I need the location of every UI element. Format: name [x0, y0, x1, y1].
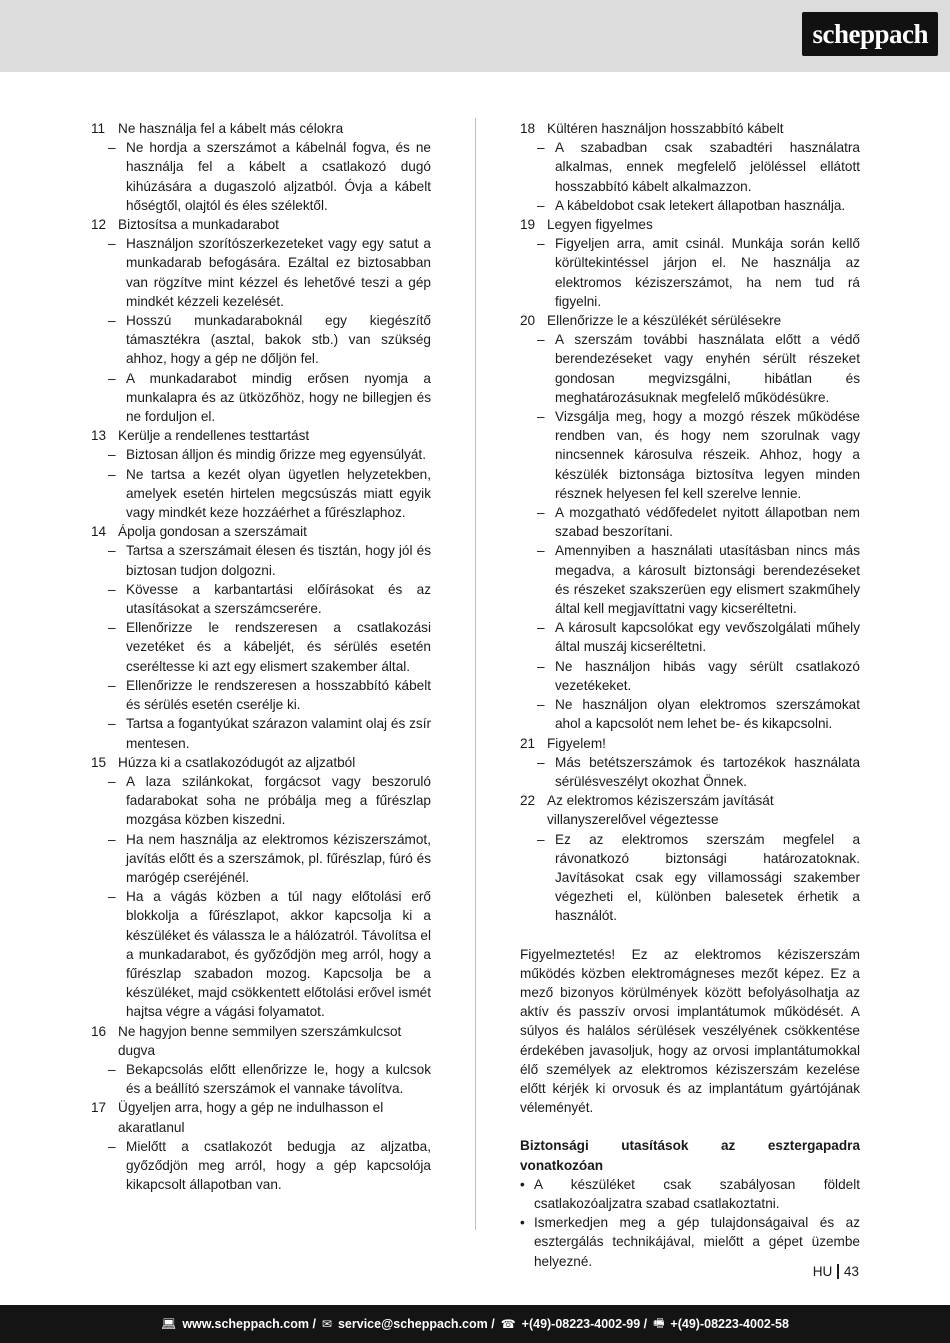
instruction-text: A laza szilánkokat, forgácsot vagy beszoruló fadarabokat soha ne próbálja meg a fűrészlap mozgása közben kiszedni.	[126, 773, 431, 828]
instruction-text: Figyeljen arra, amit csinál. Munkája során kellő körültekintéssel járjon el. Ne használja az elektromos kéziszerszámot, ha nem tud rá figyelni.	[555, 236, 860, 309]
right-column	[520, 119, 860, 1271]
instruction-text: Ha nem használja az elektromos kéziszerszámot, javítás előtt és a szerszámok, pl. fűrészlap, fúró és marógép cseréjénél.	[126, 831, 431, 885]
instruction-text: Tartsa a szerszámait élesen és tisztán, hogy jól és biztosan tudjon dolgozni.	[126, 543, 431, 578]
warning-paragraph: Figyelmeztetés! Ez az elektromos kéziszerszám működés közben elektromágneses mezőt képez. Ez a mező bizonyos körülmények között befolyásolhatja az aktív és passzív orvosi implantátumok működését. A súlyos és halálos sérülések veszélyének csökkentése érdekében javasoljuk, hogy az orvosi implantátumokkal élő személyek az elektromos kéziszerszám kezelése előtt kérjék ki orvosuk és az implantátum gyártójának véleményét.	[520, 946, 860, 1116]
section-title: Kerülje a rendellenes testtartást	[118, 428, 310, 444]
section-title: Ne hagyjon benne semmilyen szerszámkulcsot dugva	[118, 1023, 402, 1058]
dash-marker: –	[108, 140, 116, 156]
laptop-icon: 💻︎	[161, 1317, 177, 1331]
section-title-row	[91, 119, 431, 138]
dash-marker: –	[108, 581, 116, 597]
dash-marker: –	[537, 697, 545, 713]
footer-email[interactable]: service@scheppach.com /	[337, 1317, 495, 1331]
bullet-text: A készüléket csak szabályosan földelt csatlakozóaljzatra szabad csatlakoztatni.	[534, 1176, 860, 1211]
left-column	[91, 119, 431, 1194]
instruction-text: Tartsa a fogantyúkat szárazon valamint olaj és zsír mentesen.	[126, 716, 431, 751]
bullet-item	[520, 1213, 860, 1271]
section-title: Húzza ki a csatlakozódugót az aljzatból	[118, 754, 356, 770]
instruction-item	[91, 465, 431, 523]
dash-marker: –	[537, 754, 545, 770]
dash-marker: –	[537, 831, 545, 847]
dash-marker: –	[108, 236, 116, 252]
dash-marker: –	[108, 543, 116, 559]
section-title: Kültéren használjon hosszabbító kábelt	[547, 121, 784, 136]
instruction-item	[91, 676, 431, 714]
section-title-row	[91, 1098, 431, 1136]
instruction-item	[91, 618, 431, 676]
instruction-item	[91, 541, 431, 579]
section-title: Ne használja fel a kábelt más célokra	[118, 121, 344, 136]
mail-icon: ✉︎	[321, 1317, 332, 1331]
section-number: 19	[520, 217, 536, 233]
section-number: 13	[91, 428, 107, 444]
section-title-row	[520, 734, 860, 753]
section-number: 20	[520, 313, 536, 329]
page-number	[813, 1264, 859, 1279]
instruction-text: Használjon szorítószerkezeteket vagy egy satut a munkadarab befogására. Ezáltal ez biztosabban van rögzítve mint kézzel és lehetővé teszi a gép mindkét kézzeli kezelését.	[126, 236, 431, 309]
dash-marker: –	[537, 236, 545, 252]
instruction-item	[520, 196, 860, 215]
instruction-item	[91, 311, 431, 369]
dash-marker: –	[108, 773, 116, 789]
dash-marker: –	[108, 889, 116, 905]
instruction-text: Ellenőrizze le rendszeresen a hosszabbító kábelt és sérülés esetén cserélje ki.	[126, 677, 431, 713]
instruction-item	[520, 618, 860, 656]
dash-marker: –	[108, 466, 116, 482]
instruction-item	[91, 772, 431, 830]
instruction-text: Ne tartsa a kezét olyan ügyetlen helyzetekben, amelyek esetén hirtelen megcsúszás miatt egyik vagy mindkét keze hozzáérhet a fűrészlaphoz.	[126, 466, 431, 521]
instruction-text: A mozgatható védőfedelet nyitott állapotban nem szabad beszorítani.	[555, 505, 860, 540]
instruction-item	[91, 1137, 431, 1195]
instruction-item	[520, 657, 860, 695]
instruction-item	[520, 753, 860, 791]
section-title-row	[91, 1022, 431, 1060]
dash-marker: –	[108, 313, 116, 329]
instruction-item	[520, 234, 860, 311]
instruction-text: A károsult kapcsolókat egy vevőszolgálati műhely által muszáj kicseréltetni.	[555, 620, 860, 655]
right-sections	[520, 119, 860, 926]
bullet-icon: •	[520, 1215, 525, 1231]
section-title-row	[520, 215, 860, 234]
lathe-safety-heading: Biztonsági utasítások az esztergapadra vonatkozóan	[520, 1138, 860, 1173]
instruction-text: Ne hordja a szerszámot a kábelnál fogva, és ne használja fel a kábelt a csatlakozó dugó kihúzására a dugaszoló aljzatból. Óvja a kábelt hőségtől, olajtól és éles szélektől.	[126, 140, 431, 213]
dash-marker: –	[537, 543, 545, 559]
dash-marker: –	[537, 409, 545, 425]
instruction-item	[520, 541, 860, 618]
footer-fax: +(49)-08223-4002-58	[670, 1317, 789, 1331]
instruction-text: A szabadban csak szabadtéri használatra alkalmas, ennek megfelelő jelöléssel ellátott hosszabbító kábelt alkalmazzon.	[555, 140, 860, 194]
instruction-text: Hosszú munkadaraboknál egy kiegészítő támasztékra (asztal, bakok stb.) van szükség ahhoz, hogy a gép ne dőljön fel.	[126, 313, 431, 367]
fax-icon: 🖷︎	[653, 1315, 665, 1330]
bullet-icon: •	[520, 1176, 525, 1192]
section-number: 21	[520, 735, 536, 751]
section-title-row	[520, 791, 860, 829]
instruction-item	[91, 580, 431, 618]
dash-marker: –	[537, 332, 545, 348]
section-number: 17	[91, 1100, 107, 1116]
footer-phone: +(49)-08223-4002-99 /	[521, 1317, 648, 1331]
instruction-text: A munkadarabot mindig erősen nyomja a munkalapra és az ütközőhöz, hogy ne billegjen és ne forduljon el.	[126, 370, 431, 425]
instruction-item	[520, 695, 860, 733]
instruction-text: Amennyiben a használati utasításban nincs más megadva, a károsult biztonsági berendezéseket és részeket szakszerüen egy elismert szakműhely által kell megjavíttatni vagy kicseréltetni.	[555, 543, 860, 617]
instruction-item	[91, 714, 431, 752]
dash-marker: –	[537, 658, 545, 674]
dash-marker: –	[108, 1061, 116, 1077]
section-title: Ápolja gondosan a szerszámait	[118, 524, 307, 540]
dash-marker: –	[108, 677, 116, 693]
dash-marker: –	[537, 620, 545, 636]
page-number-value: 43	[843, 1264, 859, 1279]
header-bar	[0, 0, 950, 72]
section-title: Legyen figyelmes	[547, 217, 653, 233]
section-title-row	[520, 311, 860, 330]
instruction-text: Bekapcsolás előtt ellenőrizze le, hogy a kulcsok és a beállító szerszámok el vannake távolítva.	[126, 1061, 431, 1097]
instruction-item	[520, 503, 860, 541]
instruction-item	[91, 887, 431, 1021]
dash-marker: –	[537, 197, 545, 213]
phone-icon: ☎︎	[500, 1317, 516, 1331]
instruction-item	[91, 234, 431, 311]
dash-marker: –	[108, 716, 116, 732]
section-title-row	[91, 215, 431, 234]
instruction-text: Ez az elektromos szerszám megfelel a rávonatkozó biztonsági határozatoknak. Javításokat csak egy villamossági szakember végezheti el, különben balesetek érhetik a használót.	[555, 831, 860, 924]
dash-marker: –	[108, 831, 116, 847]
instruction-item	[520, 330, 860, 407]
section-title-row	[520, 119, 860, 138]
column-divider	[475, 118, 476, 1230]
section-title: Figyelem!	[547, 735, 606, 751]
section-title-row	[91, 426, 431, 445]
section-title: Ügyeljen arra, hogy a gép ne indulhasson el akaratlanul	[118, 1100, 384, 1135]
section-title-row	[91, 522, 431, 541]
section-number: 15	[91, 754, 107, 770]
instruction-text: A kábeldobot csak letekert állapotban használja.	[555, 197, 846, 213]
instruction-text: Ne használjon olyan elektromos szerszámokat ahol a kapcsolót nem lehet be- és kikapcsolni.	[555, 697, 860, 732]
dash-marker: –	[108, 620, 116, 636]
dash-marker: –	[537, 505, 545, 521]
bullet-text: Ismerkedjen meg a gép tulajdonságaival és az esztergálás technikájával, mielőtt a gépet üzembe helyezné.	[534, 1215, 860, 1269]
instruction-item	[91, 1060, 431, 1098]
page-separator	[837, 1264, 839, 1279]
instruction-item	[91, 830, 431, 888]
bullet-item	[520, 1175, 860, 1213]
instruction-text: Biztosan álljon és mindig őrizze meg egyensúlyát.	[126, 447, 426, 463]
instruction-text: Kövesse a karbantartási előírásokat és az utasításokat a szerszámcserére.	[126, 581, 431, 617]
instruction-item	[91, 445, 431, 464]
section-number: 22	[520, 793, 536, 809]
instruction-item	[91, 138, 431, 215]
instruction-text: Ne használjon hibás vagy sérült csatlakozó vezetékeket.	[555, 658, 860, 693]
dash-marker: –	[108, 370, 116, 386]
instruction-text: Ha a vágás közben a túl nagy előtolási erő blokkolja a fűrészlapot, akkor kapcsolja ki a készüléket és válassza le a hálózatról. Távolítsa el a munkadarabot, és győződjön meg arról, hogy a fűrészlap szabadon mozog. Kapcsolja be a készüléket, majd csökkentett előtolási erővel ismét hajtsa végre a vágási folyamatot.	[126, 889, 431, 1020]
page-language: HU	[812, 1264, 833, 1279]
section-number: 11	[91, 121, 106, 136]
instruction-text: Más betétszerszámok és tartozékok használata sérülésveszélyt okozhat Önnek.	[555, 754, 860, 789]
instruction-item	[520, 830, 860, 926]
scheppach-logo: scheppach	[802, 12, 938, 56]
instruction-item	[91, 369, 431, 427]
instruction-item	[520, 407, 860, 503]
instruction-text: Vizsgálja meg, hogy a mozgó részek működése rendben van, és hogy nem szorulnak vagy nincsennek károsulva részeik. Ahhoz, hogy a készülék biztonsága biztosítva legyen minden résznek helyesen fel kell szerelve lennie.	[555, 409, 860, 501]
section-number: 18	[520, 121, 536, 136]
instruction-text: A szerszám további használata előtt a védő berendezéseket vagy enyhén sérült részeket gondosan megvizsgálni, hibátlan és meghatározásuknak megfelelő működésükre.	[555, 332, 860, 405]
section-number: 14	[91, 524, 107, 540]
dash-marker: –	[108, 447, 116, 463]
footer-bar	[0, 1305, 950, 1343]
dash-marker: –	[537, 140, 545, 156]
section-number: 12	[91, 217, 107, 233]
dash-marker: –	[108, 1138, 116, 1154]
footer-website[interactable]: www.scheppach.com /	[182, 1317, 316, 1331]
instruction-item	[520, 138, 860, 196]
section-title: Biztosítsa a munkadarabot	[118, 217, 279, 233]
section-title: Az elektromos kéziszerszám javítását villanyszerelővel végeztesse	[547, 793, 774, 828]
instruction-text: Ellenőrizze le rendszeresen a csatlakozási vezetéket és a kábeljét, és sérülés esetén cseréltesse ki azt egy elismert szakember által.	[126, 620, 431, 674]
section-title: Ellenőrizze le a készülékét sérülésekre	[547, 313, 782, 329]
instruction-text: Mielőtt a csatlakozót bedugja az aljzatba, győződjön meg arról, hogy a gép kapcsolója kikapcsolt állapotban van.	[126, 1138, 431, 1193]
section-title-row	[91, 753, 431, 772]
section-number: 16	[91, 1023, 107, 1039]
